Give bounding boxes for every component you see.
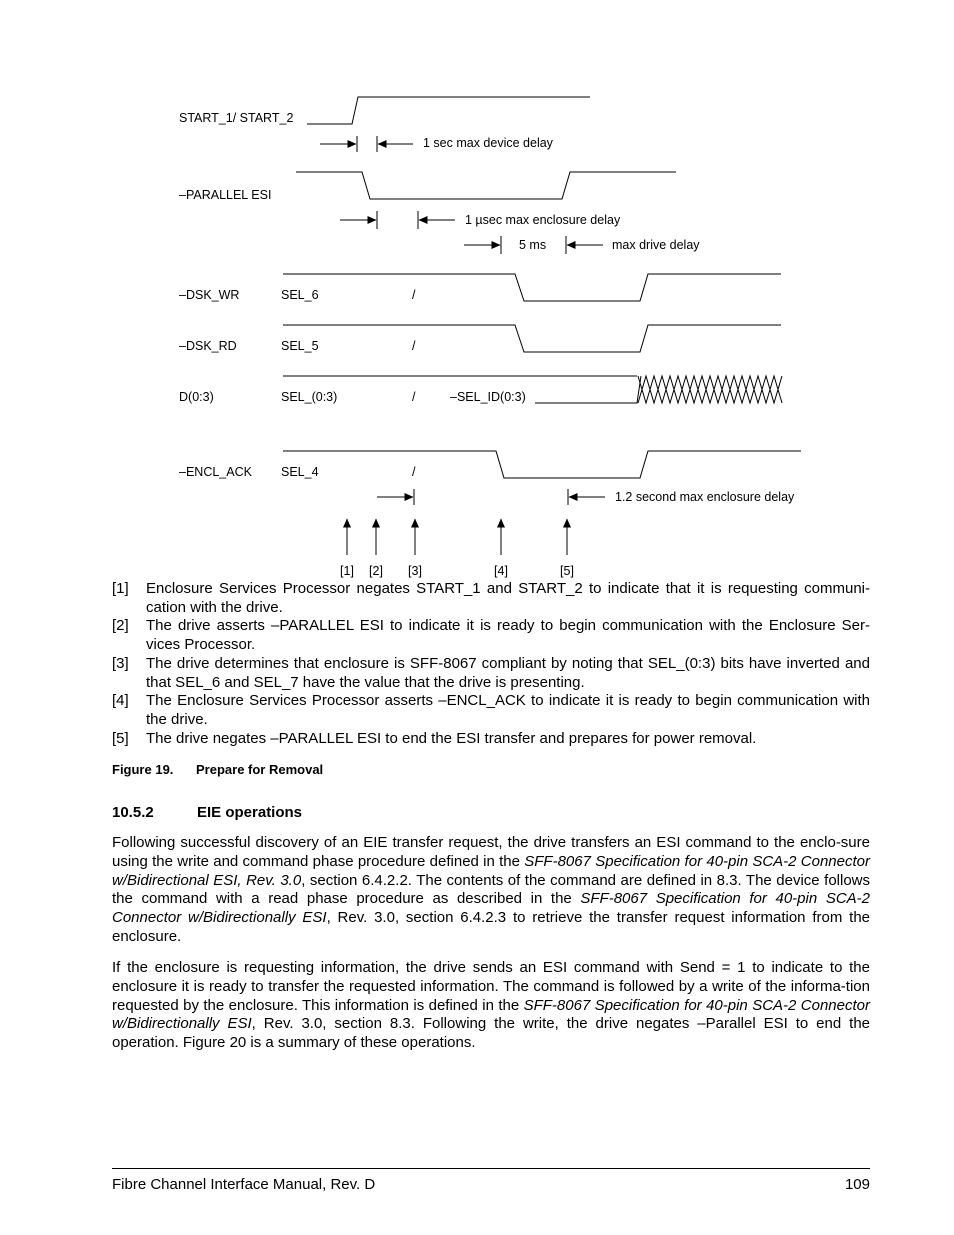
- note-item: [112, 580, 870, 617]
- signal-label-dsk-rd: –DSK_RD: [179, 339, 237, 353]
- data-crosshatch: [638, 376, 782, 403]
- dsk-wr-waveform: [283, 274, 781, 301]
- device-delay-label: 1 sec max device delay: [423, 136, 553, 150]
- para1-text-1: Following successful discovery of an EIE transfer request, the drive transfers an ESI command to the enclo-sure using the write and command phase procedure defined in the: [112, 834, 870, 870]
- note-text: The Enclosure Services Processor asserts –ENCL_ACK to indicate it is ready to begin communication with the drive.: [146, 692, 870, 728]
- figure-notes: [112, 580, 870, 748]
- dsk-wr-value: SEL_6: [281, 288, 319, 302]
- note-number: [3]: [112, 654, 129, 672]
- start-waveform: [307, 97, 590, 124]
- encl-max-delay-label: 1.2 second max enclosure delay: [615, 490, 795, 504]
- note-number: [5]: [112, 729, 129, 747]
- encl-ack-waveform: [283, 451, 801, 478]
- signal-label-dsk-wr: –DSK_WR: [179, 288, 240, 302]
- section-heading: [112, 804, 302, 821]
- encl-delay-label: 1 µsec max enclosure delay: [465, 213, 621, 227]
- marker-label-5: [5]: [560, 564, 574, 578]
- section-title: EIE operations: [197, 804, 303, 821]
- encl-ack-value: SEL_4: [281, 465, 319, 479]
- dsk-rd-waveform: [283, 325, 781, 352]
- signal-label-parallel-esi: –PARALLEL ESI: [179, 188, 272, 202]
- para1-text-2: , section 6.4.2.2. The contents of the command are defined in 8.3. The device follows the command with a read phase procedure as described in the: [112, 871, 871, 908]
- dsk-wr-slash: /: [412, 288, 416, 302]
- note-text: Enclosure Services Processor negates START_1 and START_2 to indicate that it is requesting communi-cation with the drive.: [146, 580, 870, 616]
- note-number: [1]: [112, 580, 129, 597]
- para1-text-3: , Rev. 3.0, section 6.4.2.3 to retrieve the transfer request information from the enclosure.: [112, 909, 870, 945]
- parallel-esi-waveform: [296, 172, 676, 199]
- footer-title: Fibre Channel Interface Manual, Rev. D: [112, 1176, 376, 1193]
- note-text: The drive asserts –PARALLEL ESI to indicate it is ready to begin communication with the Enclosure Ser-vices Processor.: [146, 617, 870, 654]
- data-sel-id: –SEL_ID(0:3): [450, 390, 526, 404]
- note-number: [2]: [112, 617, 129, 635]
- note-item: [112, 692, 870, 729]
- note-item: [112, 655, 870, 692]
- footer-divider: [112, 1168, 870, 1169]
- signal-label-start: START_1/ START_2: [179, 111, 294, 125]
- timing-diagram: [0, 0, 954, 585]
- body-paragraph-2: [112, 959, 870, 1053]
- note-item: [112, 730, 870, 749]
- note-text: The drive determines that enclosure is SFF-8067 compliant by noting that SEL_(0:3) bits have inverted and that SEL_6 and SEL_7 have the value that the drive is presenting.: [146, 654, 870, 691]
- note-item: [112, 617, 870, 654]
- para1-italic-2: SFF-8067 Specification for 40-pin SCA-2 Connector w/Bidirectionally ESI: [112, 890, 870, 927]
- para1-italic-1: SFF-8067 Specification for 40-pin SCA-2 Connector w/Bidirectional ESI, Rev. 3.0: [112, 852, 870, 889]
- drive-delay-label: max drive delay: [612, 238, 700, 252]
- signal-label-data: D(0:3): [179, 390, 214, 404]
- data-value: SEL_(0:3): [281, 390, 338, 404]
- marker-label-3: [3]: [408, 564, 422, 578]
- section-number: 10.5.2: [112, 804, 154, 821]
- note-text: The drive negates –PARALLEL ESI to end the ESI transfer and prepares for power removal.: [146, 729, 757, 747]
- figure-caption: [112, 762, 323, 777]
- para2-text-1: If the enclosure is requesting information, the drive sends an ESI command with Send = 1 to indicate to the enclosure it is ready to transfer the requested information. The command is followed by a write of the informa-tion requested by the enclosure. This information is defined in the: [112, 959, 870, 1014]
- marker-label-1: [1]: [340, 564, 354, 578]
- five-ms-label: 5 ms: [519, 238, 547, 252]
- note-number: [4]: [112, 692, 129, 710]
- signal-label-encl-ack: –ENCL_ACK: [179, 465, 252, 479]
- marker-label-4: [4]: [494, 564, 508, 578]
- figure-title: Prepare for Removal: [196, 762, 324, 777]
- page-number: 109: [844, 1176, 870, 1193]
- figure-number: Figure 19.: [112, 762, 174, 777]
- encl-ack-slash: /: [412, 465, 416, 479]
- para2-text-2: , Rev. 3.0, section 8.3. Following the write, the drive negates –Parallel ESI to end the operation. Figure 20 is a summary of these operations.: [112, 1015, 871, 1052]
- body-paragraph-1: [112, 834, 870, 947]
- dsk-rd-slash: /: [412, 339, 416, 353]
- marker-label-2: [2]: [369, 564, 383, 578]
- data-slash: /: [412, 390, 416, 404]
- dsk-rd-value: SEL_5: [281, 339, 319, 353]
- para2-italic-1: SFF-8067 Specification for 40-pin SCA-2 Connector w/Bidirectionally ESI: [112, 996, 870, 1033]
